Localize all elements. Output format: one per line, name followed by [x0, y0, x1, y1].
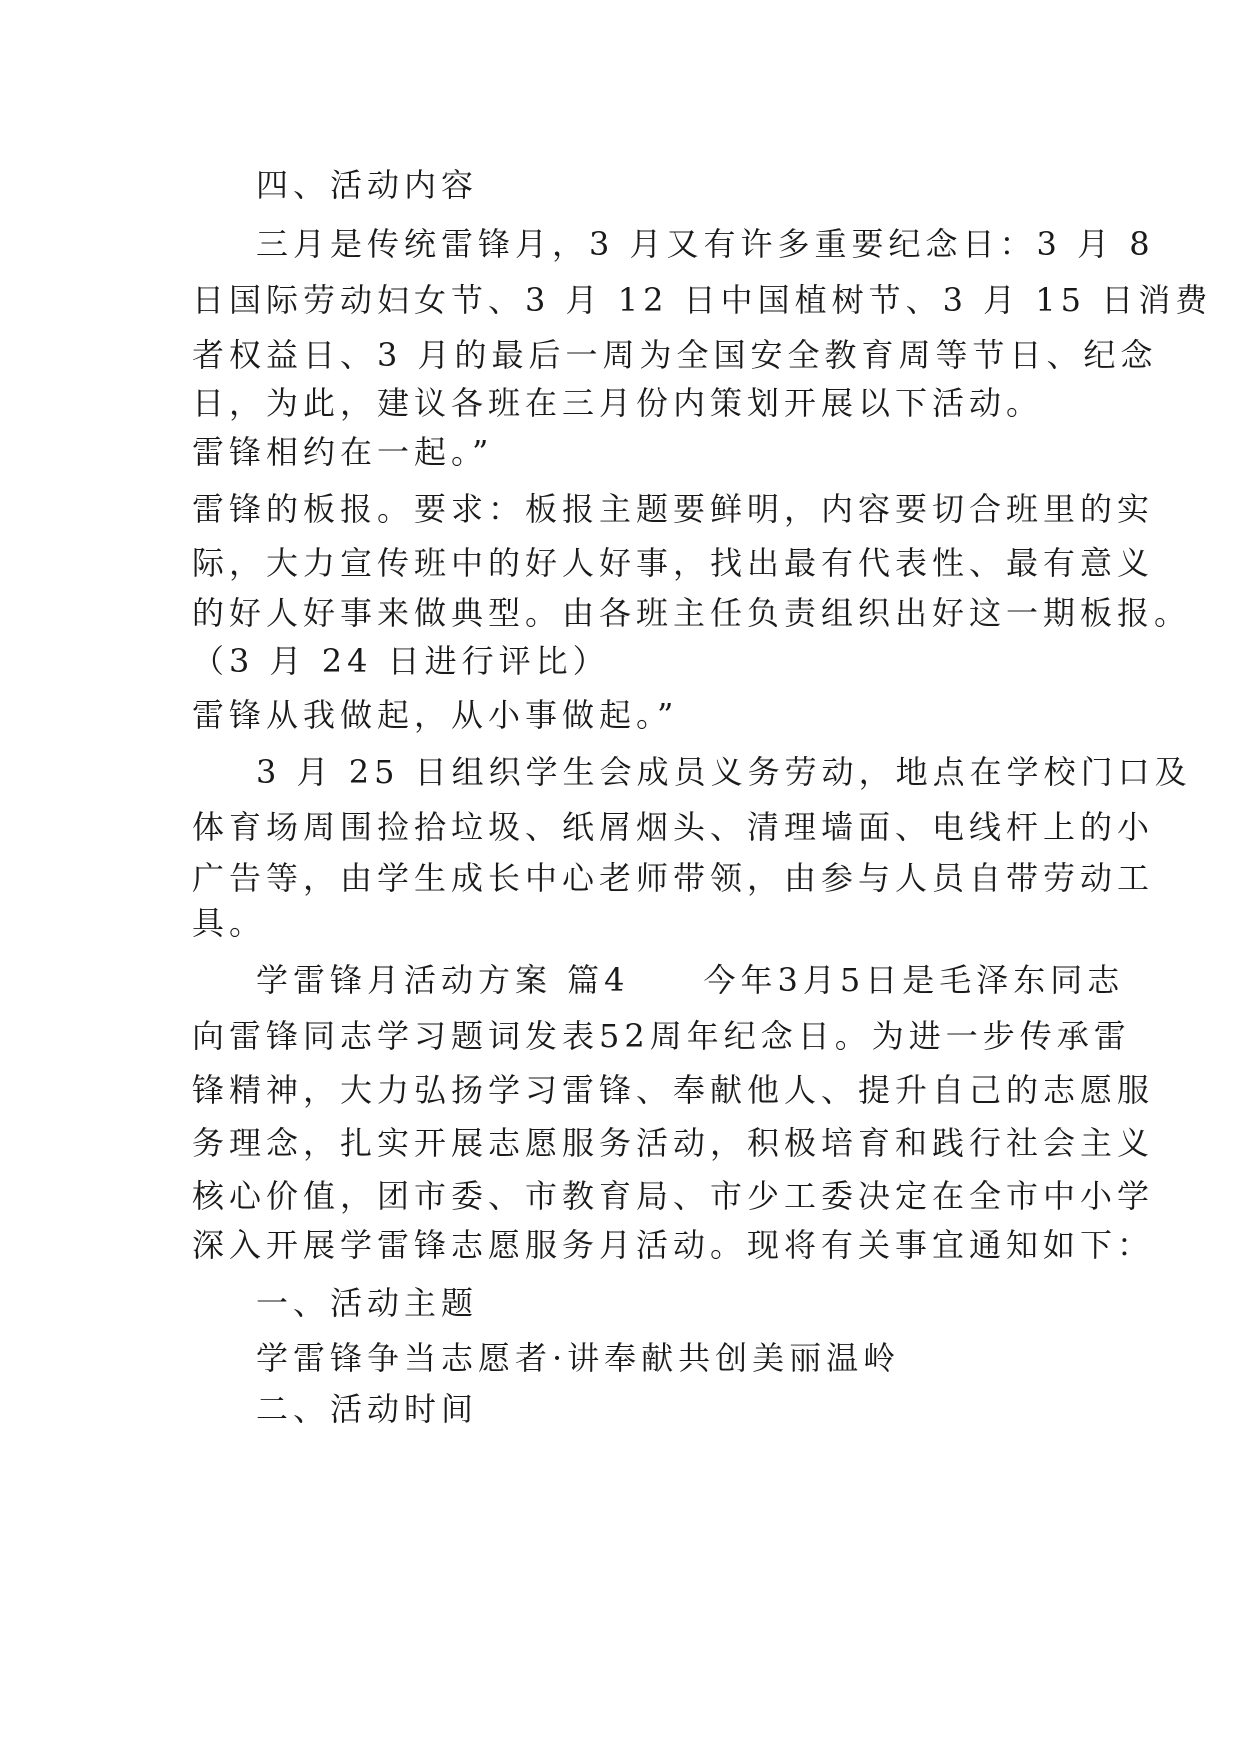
paragraph-line: 向雷锋同志学习题词发表52周年纪念日。为进一步传承雷 — [192, 1017, 1131, 1055]
paragraph-line: 锋精神，大力弘扬学习雷锋、奉献他人、提升自己的志愿服 — [192, 1071, 1155, 1109]
paragraph-line: 学雷锋月活动方案 篇4 今年3月5日是毛泽东同志 — [256, 961, 1125, 999]
paragraph-line: 体育场周围捡拾垃圾、纸屑烟头、清理墙面、电线杆上的小 — [192, 808, 1155, 846]
paragraph-line: 雷锋相约在一起。” — [192, 433, 494, 471]
paragraph-line: 的好人好事来做典型。由各班主任负责组织出好这一期板报。 — [192, 594, 1192, 632]
paragraph-line: 日国际劳动妇女节、3 月 12 日中国植树节、3 月 15 日消费 — [192, 281, 1213, 319]
paragraph-line: 雷锋的板报。要求：板报主题要鲜明，内容要切合班里的实 — [192, 490, 1155, 528]
paragraph-line: 者权益日、3 月的最后一周为全国安全教育周等节日、纪念 — [192, 336, 1158, 374]
paragraph-line: 雷锋从我做起，从小事做起。” — [192, 696, 679, 734]
paragraph-line: 学雷锋争当志愿者·讲奉献共创美丽温岭 — [256, 1339, 901, 1377]
section-heading-activity-theme: 一、活动主题 — [256, 1284, 479, 1322]
paragraph-line: 三月是传统雷锋月，3 月又有许多重要纪念日：3 月 8 — [256, 225, 1155, 263]
paragraph-line: 3 月 25 日组织学生会成员义务劳动，地点在学校门口及 — [256, 753, 1192, 791]
paragraph-line: 日，为此，建议各班在三月份内策划开展以下活动。 — [192, 384, 1044, 422]
paragraph-line: （3 月 24 日进行评比） — [192, 642, 610, 680]
paragraph-line: 务理念，扎实开展志愿服务活动，积极培育和践行社会主义 — [192, 1124, 1155, 1162]
paragraph-line: 具。 — [192, 904, 267, 942]
section-heading-activity-content: 四、活动内容 — [256, 166, 479, 204]
paragraph-line: 广告等，由学生成长中心老师带领，由参与人员自带劳动工 — [192, 859, 1155, 897]
section-heading-activity-time: 二、活动时间 — [256, 1390, 479, 1428]
paragraph-line: 深入开展学雷锋志愿服务月活动。现将有关事宜通知如下： — [192, 1226, 1155, 1264]
paragraph-line: 核心价值，团市委、市教育局、市少工委决定在全市中小学 — [192, 1177, 1155, 1215]
paragraph-line: 际，大力宣传班中的好人好事，找出最有代表性、最有意义 — [192, 544, 1155, 582]
